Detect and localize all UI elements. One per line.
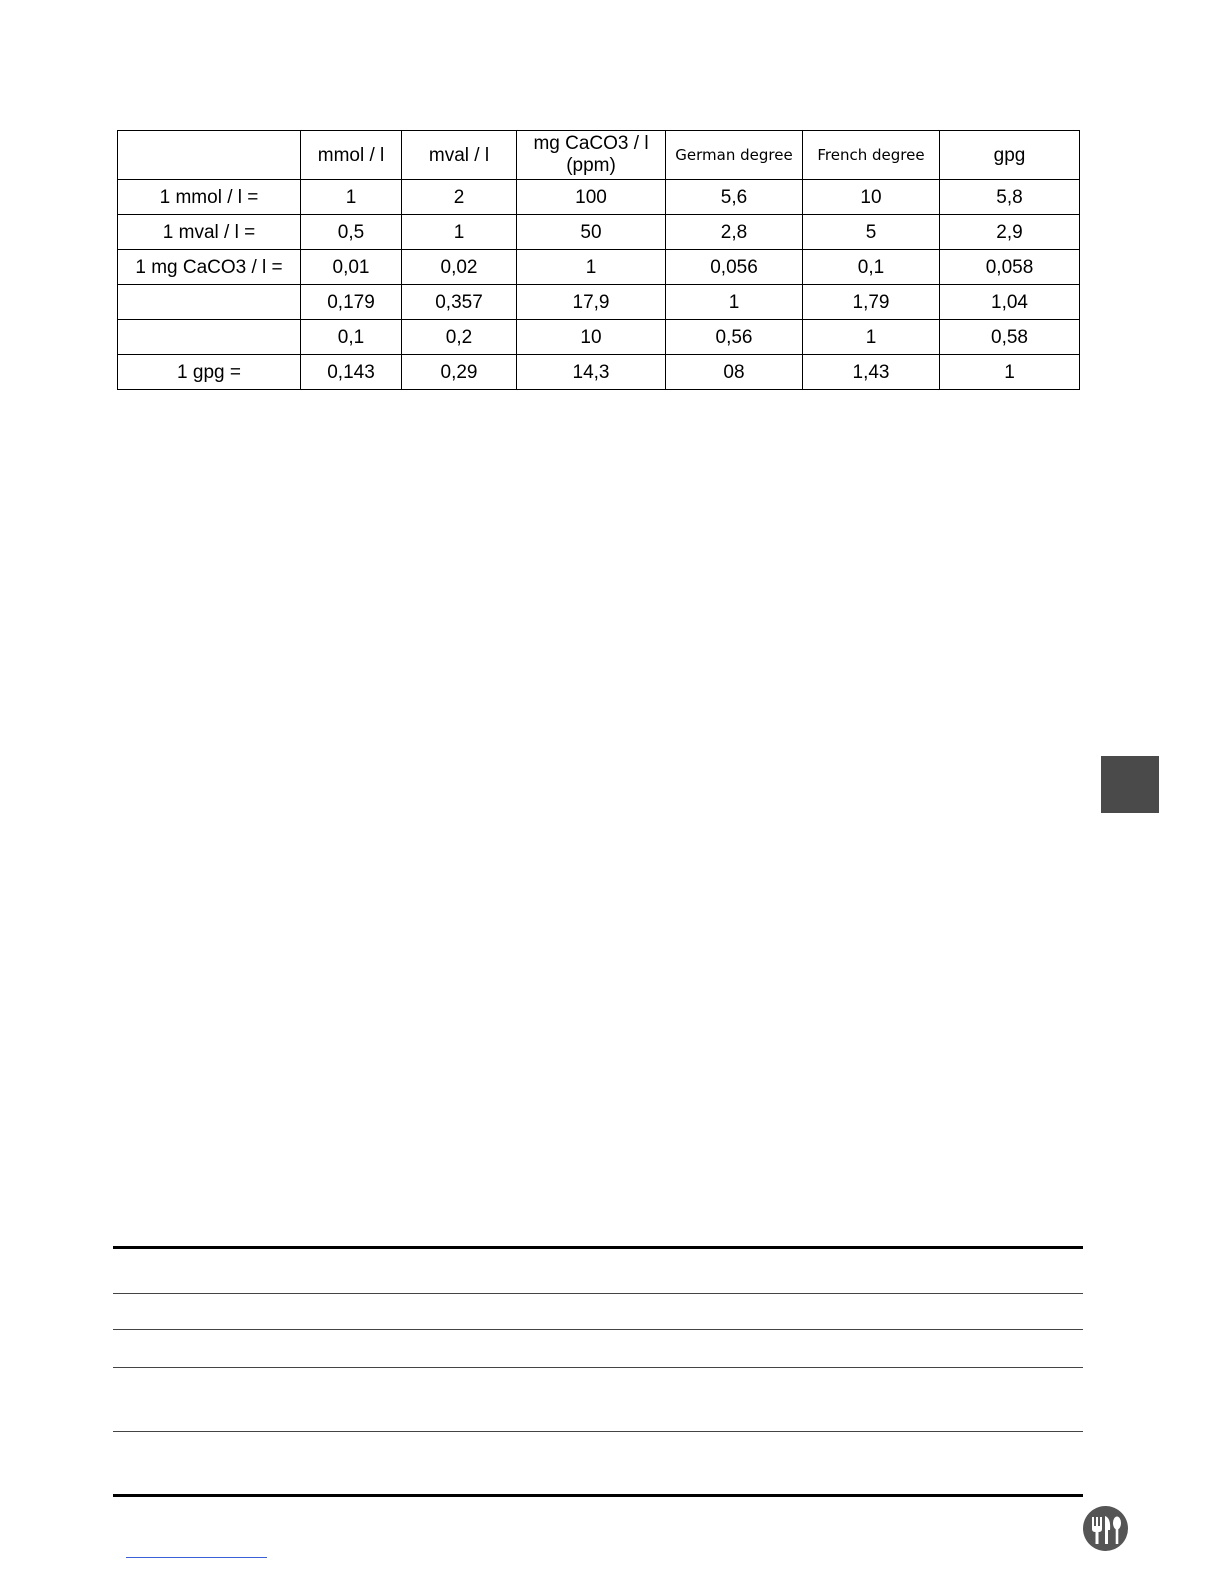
table-cell: 1: [402, 215, 517, 250]
header-mg-caco3-line2: (ppm): [566, 155, 616, 176]
header-mmol: mmol / l: [301, 131, 402, 180]
row-label: 1 mval / l =: [118, 215, 301, 250]
table-cell: 1,79: [803, 285, 940, 320]
table-cell: 0,056: [666, 250, 803, 285]
table-cell: 17,9: [517, 285, 666, 320]
footer-link-underline[interactable]: [126, 1557, 267, 1558]
table-cell: 1: [666, 285, 803, 320]
fork-knife-spoon-icon: [1083, 1506, 1128, 1551]
header-gpg: gpg: [940, 131, 1080, 180]
table-cell: 0,02: [402, 250, 517, 285]
table-cell: 0,29: [402, 355, 517, 390]
header-empty-cell: [118, 131, 301, 180]
table-cell: 0,179: [301, 285, 402, 320]
table-cell: 0,357: [402, 285, 517, 320]
table-cell: 2,8: [666, 215, 803, 250]
table-row: [118, 215, 1080, 250]
table-cell: 2,9: [940, 215, 1080, 250]
table-cell: 1,04: [940, 285, 1080, 320]
footer-table-divider: [113, 1293, 1083, 1294]
header-german-degree: German degree: [666, 131, 803, 180]
row-label: [118, 285, 301, 320]
header-mg-caco3: [517, 131, 666, 180]
row-label: 1 mg CaCO3 / l =: [118, 250, 301, 285]
table-cell: 0,143: [301, 355, 402, 390]
table-cell: 08: [666, 355, 803, 390]
header-french-degree: French degree: [803, 131, 940, 180]
table-cell: 5,6: [666, 180, 803, 215]
footer-table-divider: [113, 1367, 1083, 1368]
table-cell: 10: [803, 180, 940, 215]
table-cell: 0,5: [301, 215, 402, 250]
table-cell: 0,58: [940, 320, 1080, 355]
footer-table-divider: [113, 1329, 1083, 1330]
table-cell: 0,2: [402, 320, 517, 355]
table-cell: 10: [517, 320, 666, 355]
table-cell: 0,1: [301, 320, 402, 355]
table-cell: 1: [803, 320, 940, 355]
table-cell: 100: [517, 180, 666, 215]
table-cell: 5: [803, 215, 940, 250]
table-cell: 1,43: [803, 355, 940, 390]
table-row: [118, 355, 1080, 390]
footer-table-top-rule: [113, 1246, 1083, 1249]
table-row: [118, 180, 1080, 215]
table-cell: 1: [517, 250, 666, 285]
table-cell: 50: [517, 215, 666, 250]
section-side-tab: [1101, 756, 1159, 813]
table-cell: 0,058: [940, 250, 1080, 285]
header-mg-caco3-line1: mg CaCO3 / l: [533, 133, 649, 154]
table-cell: 0,56: [666, 320, 803, 355]
table-cell: 5,8: [940, 180, 1080, 215]
table-row: [118, 250, 1080, 285]
table-cell: 14,3: [517, 355, 666, 390]
table-cell: 1: [301, 180, 402, 215]
hardness-conversion-table: [117, 130, 1080, 390]
row-label: [118, 320, 301, 355]
row-label: 1 gpg =: [118, 355, 301, 390]
table-row: [118, 320, 1080, 355]
table-header-row: [118, 131, 1080, 180]
row-label: 1 mmol / l =: [118, 180, 301, 215]
table-row: [118, 285, 1080, 320]
footer-table-bottom-rule: [113, 1494, 1083, 1497]
table-cell: 1: [940, 355, 1080, 390]
footer-table-divider: [113, 1431, 1083, 1432]
table-cell: 2: [402, 180, 517, 215]
table-cell: 0,01: [301, 250, 402, 285]
table-cell: 0,1: [803, 250, 940, 285]
header-mval: mval / l: [402, 131, 517, 180]
